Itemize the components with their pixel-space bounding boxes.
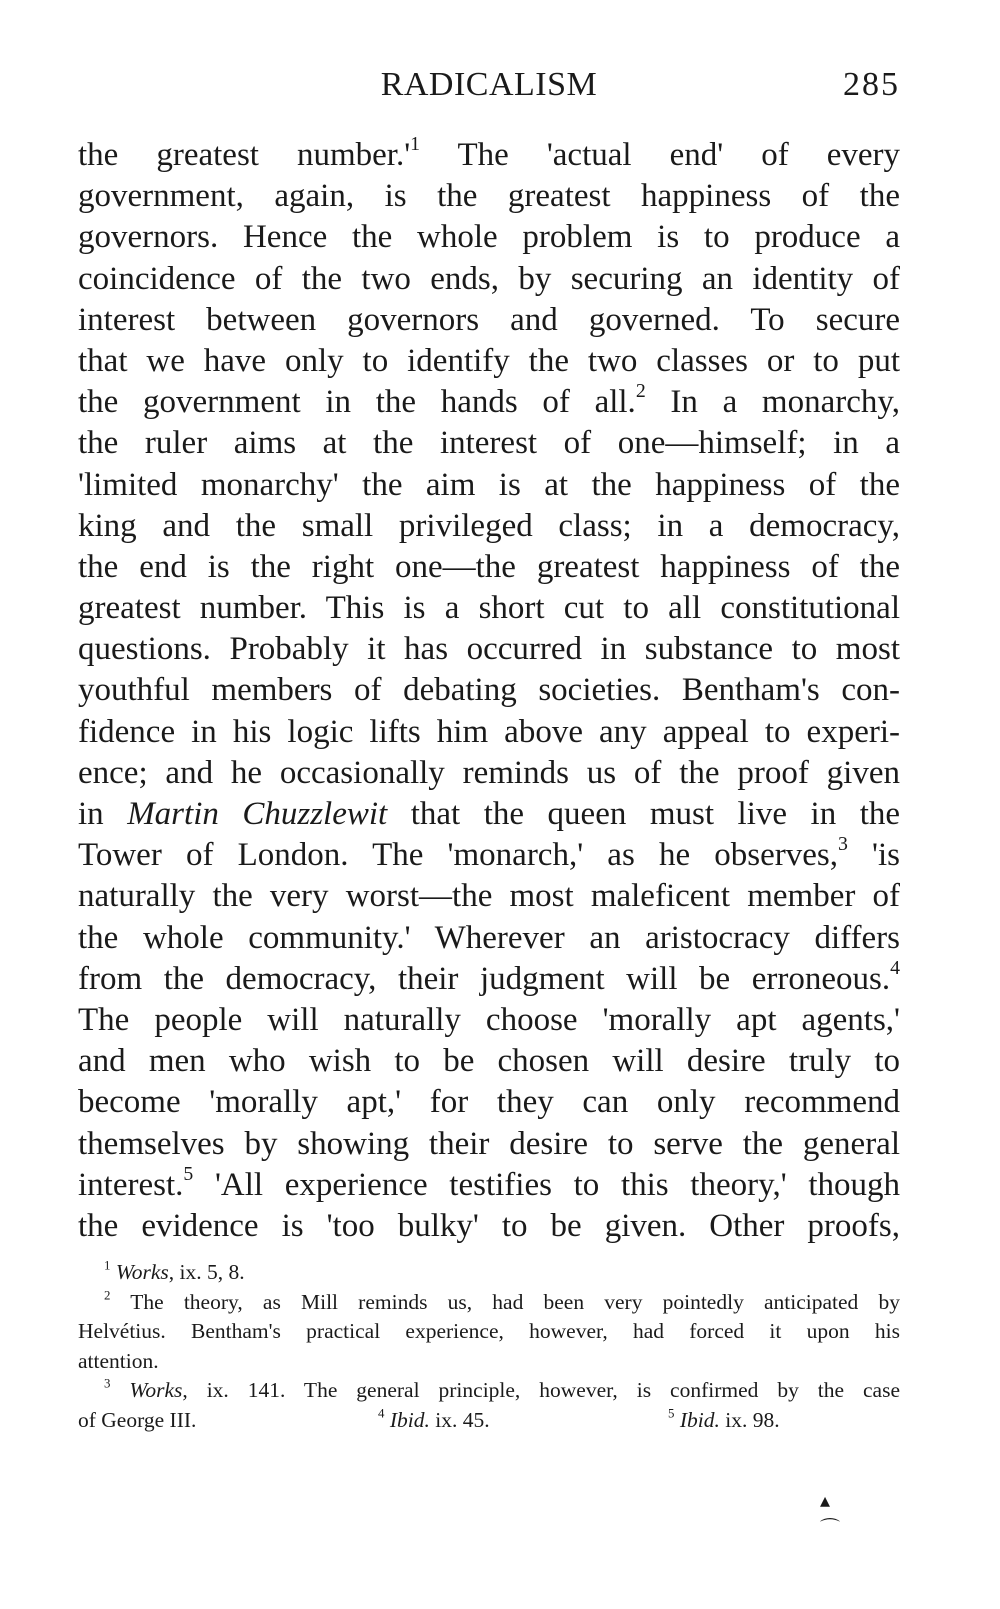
footnote-2-line: Helvétius. Bentham's practical experience, however, had forced it upon his bbox=[78, 1319, 900, 1343]
text-line: the evidence is 'too bulky' to be given. Other proofs, bbox=[78, 1207, 900, 1244]
text-line: youthful members of debating societies. Bentham's con- bbox=[78, 672, 900, 709]
footnote-1: $^1$ Works, ix. 5, 8. bbox=[104, 1258, 245, 1284]
footnote-ref: 4 bbox=[890, 956, 900, 979]
text-line: ence; and he occasionally reminds us of the proof given bbox=[78, 754, 900, 791]
text-line: interest between governors and governed. To secure bbox=[78, 301, 900, 338]
page-number: 285 bbox=[843, 66, 900, 103]
print-mark: ⌒ bbox=[820, 1518, 840, 1540]
text-line: become 'morally apt,' for they can only recommend bbox=[78, 1084, 900, 1121]
page-header bbox=[78, 66, 900, 112]
footnote-5: $^5$ Ibid. ix. 98. bbox=[668, 1405, 780, 1432]
text-line: government, again, is the greatest happiness of the bbox=[78, 178, 900, 215]
body-text bbox=[78, 135, 900, 1247]
text-line: The people will naturally choose 'morally apt agents,' bbox=[78, 1001, 900, 1038]
text-line: the government in the hands of all.$^2$ In a monarchy, bbox=[78, 380, 900, 421]
text-line: themselves by showing their desire to serve the general bbox=[78, 1125, 900, 1162]
footnote-ref: 5 bbox=[183, 1162, 194, 1185]
footnote-ref: 3 bbox=[837, 833, 848, 856]
running-head: RADICALISM bbox=[380, 66, 598, 103]
text-line: coincidence of the two ends, by securing an identity of bbox=[78, 260, 900, 297]
footnote-2-line: attention. bbox=[78, 1348, 159, 1373]
text-line: interest.$^5$ 'All experience testifies to this theory,' though bbox=[78, 1162, 900, 1203]
footnote-4: $^4$ Ibid. ix. 45. bbox=[378, 1405, 490, 1432]
text-line: from the democracy, their judgment will be erroneous.$^4$ bbox=[78, 956, 900, 997]
footnote-3-line: of George III. bbox=[78, 1407, 197, 1432]
text-line: king and the small privileged class; in a democracy, bbox=[78, 507, 900, 544]
footnotes bbox=[78, 1258, 900, 1435]
text-line: governors. Hence the whole problem is to produce a bbox=[78, 219, 900, 256]
text-line: questions. Probably it has occurred in substance to most bbox=[78, 631, 900, 668]
text-line: the greatest $number.'^1$ The 'actual end' of every bbox=[78, 133, 900, 173]
text-line: fidence in his logic lifts him above any appeal to experi- bbox=[78, 713, 900, 750]
text-line: in Martin Chuzzlewit that the queen must live in the bbox=[78, 796, 901, 832]
text-line: that we have only to identify the two classes or to put bbox=[78, 342, 900, 379]
text-line: naturally the very worst—the most maleficent member of bbox=[78, 878, 900, 915]
footnote-2: $^2$ The theory, as Mill reminds us, had been very pointedly anticipated by bbox=[104, 1287, 900, 1314]
text-line: the ruler aims at the interest of one—himself; in a bbox=[78, 425, 900, 462]
footnote-3: $^3$ Works, ix. 141. The general principle, however, is confirmed by the case bbox=[104, 1376, 900, 1402]
footnote-row bbox=[78, 1406, 900, 1436]
book-title: Martin Chuzzlewit bbox=[127, 796, 388, 832]
footnote-ref: 2 bbox=[635, 380, 646, 403]
text-line: the whole community.' Wherever an aristocracy differs bbox=[78, 919, 900, 956]
footnote-ref: 1 bbox=[410, 133, 421, 156]
print-mark: ▴ bbox=[820, 1490, 831, 1512]
text-line: 'limited monarchy' the aim is at the happiness of the bbox=[78, 466, 900, 503]
text-line: Tower of London. The 'monarch,' as he observes,$^3$ 'is bbox=[78, 833, 900, 874]
text-line: greatest number. This is a short cut to all constitutional bbox=[78, 590, 900, 627]
text-line: the end is the right one—the greatest happiness of the bbox=[78, 548, 900, 585]
text-line: and men who wish to be chosen will desire truly to bbox=[78, 1043, 900, 1080]
